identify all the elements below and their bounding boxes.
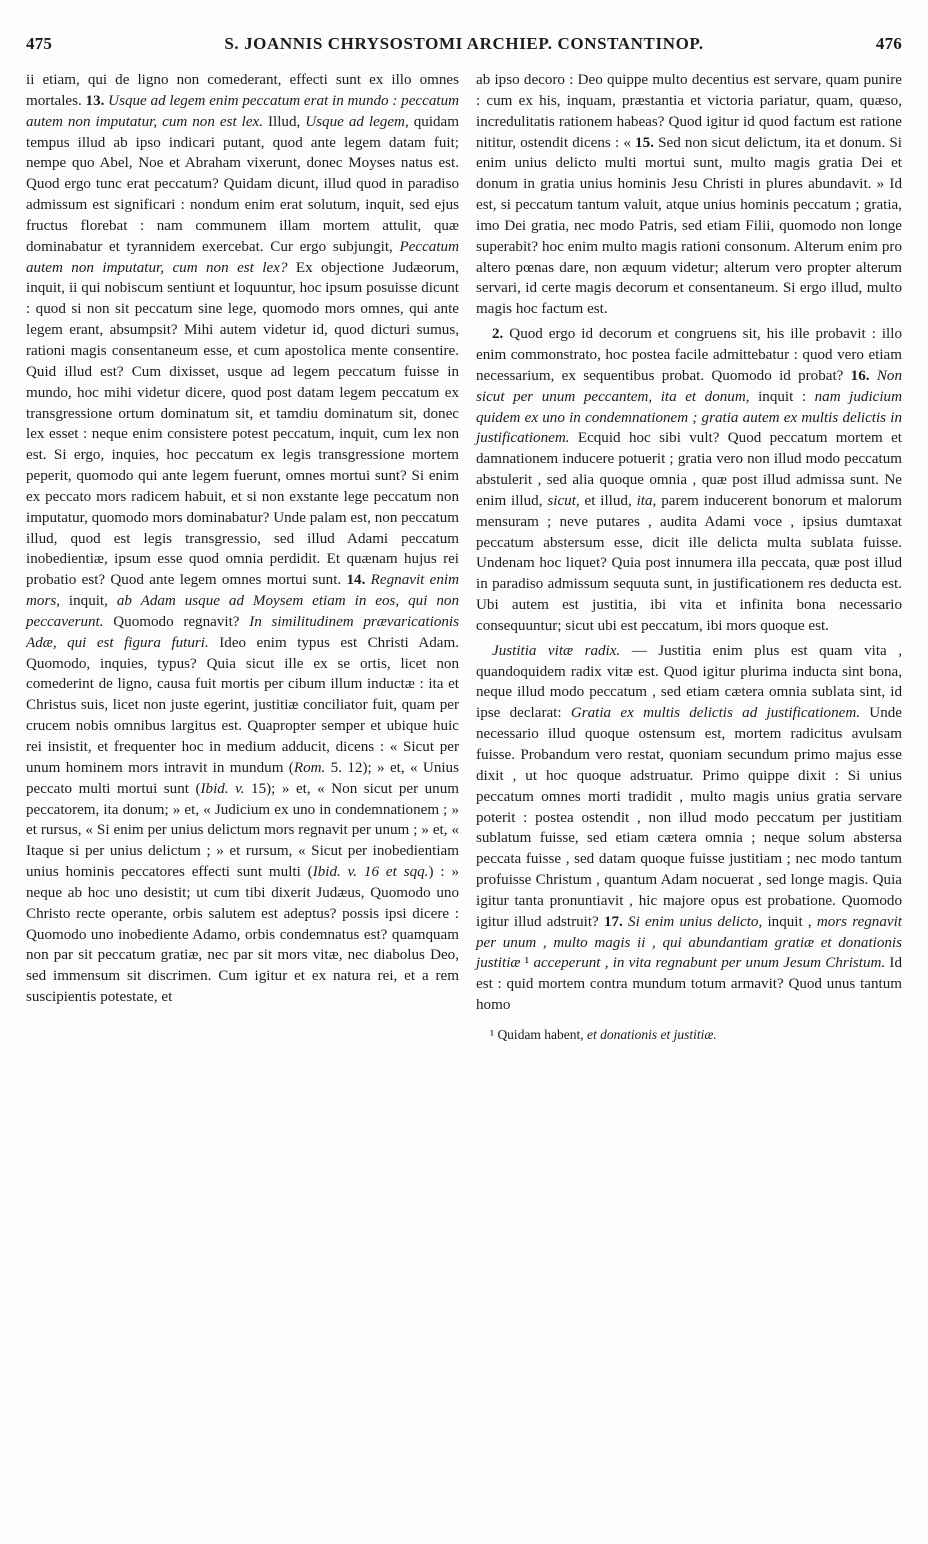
verse-number: 17. [603, 913, 623, 930]
scripture-quote: Si enim unius delicto, [622, 913, 763, 930]
text-run: Illud, [263, 113, 306, 130]
text-run: Ideo enim typus est Christi Adam. Quomodo, inquies, typus? Quia sicut ille ex se ortis, licet non comederint de ligno, causa fuit mortis per cibum illum inductæ : ita et Christus suis, licet non juste egerint, justitiæ conciliator fuit, quam per crucem nobis omnibus largitus est. Quapropter semper et ubique huic rei insistit, et frequenter hoc in medium adducit, dicens : « Sicut per unum hominem mors intravit in mundum ( [26, 634, 459, 776]
text-run: inquit, [59, 593, 117, 610]
scripture-quote: Gratia ex multis delictis ad justificationem. [570, 705, 861, 722]
text-run: Quod ergo id decorum et congruens sit, his ille probavit : illo enim commonstrato, hoc postea facile admittebatur : quod vero etiam necessarium, ex sequentibus probat. Quomodo id probat? [476, 326, 902, 384]
scripture-quote: ita, [636, 492, 657, 509]
footnote [476, 1026, 902, 1044]
scripture-quote: sicut, [547, 492, 580, 509]
right-paragraph-1 [476, 70, 902, 320]
text-run: 15); » et, « Non sicut per unum peccatorem, ita donum; » et, « Judicium ex uno in condemnationem ; » et rursus, « Si enim per unius delictum mors regnavit per unum ; » et, « Itaque si per unius delictum ; » et rursum, « Sicut per inobedientiam unius hominis peccatores effecti sunt multi ( [26, 780, 460, 881]
text-run: Id est : quid mortem contra mundum totum armavit? Quod unus tantum homo [476, 955, 902, 1014]
scripture-quote: Regnavit enim mors, [26, 572, 459, 610]
right-column [476, 70, 902, 1044]
page-number-left: 475 [26, 34, 53, 53]
text-run: ii etiam, qui de ligno non comederant, effecti sunt ex illo omnes mortales. [26, 72, 459, 109]
text-run: Sed non sicut delictum, ita et donum. Si enim unius delicto multi mortui sunt, multo magis gratia Dei et donum in gratia unius hominis Jesu Christi in plures abundavit. » Id est, si peccatum tantum valuit, atque unius hominis peccatum ; gratia, imo Dei gratia, nec modo Patris, sed etiam Filii, quomodo non longe superabit? hoc enim multo magis rationi consonum. Alterum enim pro altero pœnas dare, non æquum videtur; alterum vero propter alterum servari, id certe magis decorum et consentaneum. Si ergo illud, multo magis hoc factum est. [476, 134, 902, 318]
scripture-quote: Usque ad legem, [305, 113, 409, 130]
scripture-quote: mors regnavit per unum , multo magis ii , qui abundantiam gratiæ et donationis justitiæ [476, 913, 902, 972]
left-column [26, 70, 459, 1008]
text-run: ab ipso decoro : Deo quippe multo decentius est servare, quam punire : cum ex his, inquam, præstantia et victoria pariatur, quam, quæso, incredulitatis rationem habeas? Quod igitur id quod factum est ratione nititur, ostendit dicens : « [476, 72, 902, 151]
section-lead: Justitia vitæ radix. [492, 642, 621, 659]
text-run: Ex objectione Judæorum, inquit, ii qui nobiscum sentiunt et loquuntur, hoc ipsum posuisse dicunt : quod si non sit peccatum sine lege, quomodo mors omnes, qui ante legem erant, absumpsit? Mihi autem videtur id, quod dicturi sumus, rationi magis consentaneum esse, et cum apostolica mente consentire. Quid illud est? Cum dixisset, usque ad legem peccatum fuisse in mundo, hoc mihi videtur dicere, quod post datam legem peccatum ex transgressione ortum dominatum sit, et tamdiu dominatum sit, donec lex esset : neque enim consistere potest peccatum, inquit, cum lex non est. Si ergo, inquies, hoc peccatum ex legis transgressione mortem peperit, quomodo qui ante legem fuerunt, omnes mortui sunt? Si enim ex peccato mors radicem habuit, et si non exstante lege peccatum non imputatur, quomodo mors dominabatur? Unde palam est, non peccatum illud, quod est legis transgressio, sed illud Adami peccatum inobedientiæ, ipsum esse quod omnia perdidit. Et quænam hujus rei probatio est? Quod ante legem omnes mortui sunt. [26, 259, 459, 589]
verse-number: 13. [85, 92, 105, 109]
text-run: Unde necessario illud quoque ostensum est, mortem radicitus avulsam fuisse. Probandum vero restat, quoniam secundum primo majus esse dixit , ut hoc quoque adstruatur. Primo quippe dixit : Si unius peccatum omnes morti tradidit , multo magis unius gratia servare poterit : postea ostendit , non illud modo peccatum per justitiam sublatum fuisse, sed etiam cætera omnia ; neque solum abstersa peccata fuisse , sed datam quoque fuisse justitiam ; nec modo tantum profuisse Christum , quantum Adam nocuerat , sed longe magis. Quia igitur tanta pronuntiavit , hic majore opus est probatione. Quomodo igitur illud adstruit? [476, 705, 902, 930]
section-number: 2. [492, 326, 504, 343]
verse-number: 14. [346, 572, 366, 589]
text-run: 5. 12); » et, « Unius peccato multi mortui sunt ( [26, 759, 459, 797]
text-run: Ecquid hoc sibi vult? Quod peccatum mortem et damnationem inducere potuerit ; gratia vero non illud modo peccatum abstulerit , sed alia quoque omnia , quæ post illud admissa sunt. Ne enim illud, [476, 430, 902, 509]
page-number-right: 476 [875, 34, 902, 53]
scripture-reference: Ibid. v. [200, 780, 245, 797]
scripture-quote: Non sicut per unum peccantem, ita et donum, [476, 367, 903, 405]
text-run: inquit : [749, 388, 815, 405]
verse-number: 15. [635, 134, 654, 151]
footnote-italic: et donationis et justitiæ. [587, 1026, 717, 1042]
scripture-quote: Peccatum autem non imputatur, cum non est lex? [26, 238, 459, 276]
text-run: et illud, [579, 492, 637, 509]
text-run: — Justitia enim plus est quam vita , quandoquidem radix vitæ est. Quod igitur plurima inducta sint bona, neque illud modo peccatum , sed etiam cætera omnia sublata sint, id ipse declarat: [476, 642, 902, 722]
footnote-text: Quidam habent, [497, 1026, 588, 1042]
scripture-quote: acceperunt , in vita regnabunt per unum Jesum Christum. [533, 955, 886, 972]
text-run: quidam tempus illud ab ipso indicari putant, quod ante legem datam fuit; nempe quo Abel, Noe et Abraham vixerunt, donec Moyses natus est. Quod ergo tunc erat peccatum? Quidam dicunt, illud quod in paradiso admissum est significari : nondum enim erat solutum, inquit, sed ejus fructus florebat : nam communem illam mortem attulit, quæ dominabatur et tyrannidem exercebat. Cur ergo subjungit, [26, 113, 459, 255]
text-run: ) : » neque ab hoc uno desistit; ut cum tibi dixerit Judæus, Quomodo uno Christo recte operante, orbis salutem est adeptus? possis ipsi dicere : Quomodo uno inobediente Adamo, orbis condemnatus est? quamquam non par sit peccatum gratiæ, nec par sit mors vitæ, nec diabolus Deo, sed immensum sit discrimen. Cum igitur et ex natura rei, et a rem suscipientis potestate, et [26, 864, 459, 1006]
text-run: Quomodo regnavit? [103, 613, 250, 630]
scripture-quote: nam judicium quidem ex uno in condemnationem ; gratia autem ex multis delictis in justificationem. [476, 388, 902, 447]
scripture-reference: Ibid. v. 16 et sqq. [312, 864, 429, 881]
running-header [26, 34, 902, 62]
verse-number: 16. [850, 367, 870, 384]
right-paragraph-2 [476, 324, 902, 637]
left-paragraph [26, 70, 459, 1008]
footnote-mark: ¹ [490, 1026, 495, 1042]
text-run: inquit , [762, 913, 817, 930]
scripture-quote: ab Adam usque ad Moysem etiam in eos, qui non peccaverunt. [26, 593, 459, 630]
scripture-quote: Usque ad legem enim peccatum erat in mundo : peccatum autem non imputatur, cum non est lex. [26, 92, 460, 130]
right-paragraph-3 [476, 641, 902, 1016]
scripture-quote: In similitudinem prævaricationis Adæ, qui est figura futuri. [26, 613, 459, 651]
footnote-marker: ¹ [520, 955, 534, 972]
running-title: S. JOANNIS CHRYSOSTOMI ARCHIEP. CONSTANTINOP. [224, 34, 704, 53]
text-run: parem inducerent bonorum et malorum mensuram ; neve putares , audita Adami voce , ipsius dumtaxat peccatum abstersum esse, dicit ille delicta multa sublata fuisse. Undenam hoc liquet? Quia post innumera illa peccata, quæ post illud in paradiso admissum sequuta sunt, in justificationem res deducta est. Ubi autem est justitia, ibi vita et infinita bona necessario consequuntur; sicut ubi est peccatum, ibi mors quoque est. [476, 492, 902, 634]
scripture-reference: Rom. [293, 759, 326, 776]
